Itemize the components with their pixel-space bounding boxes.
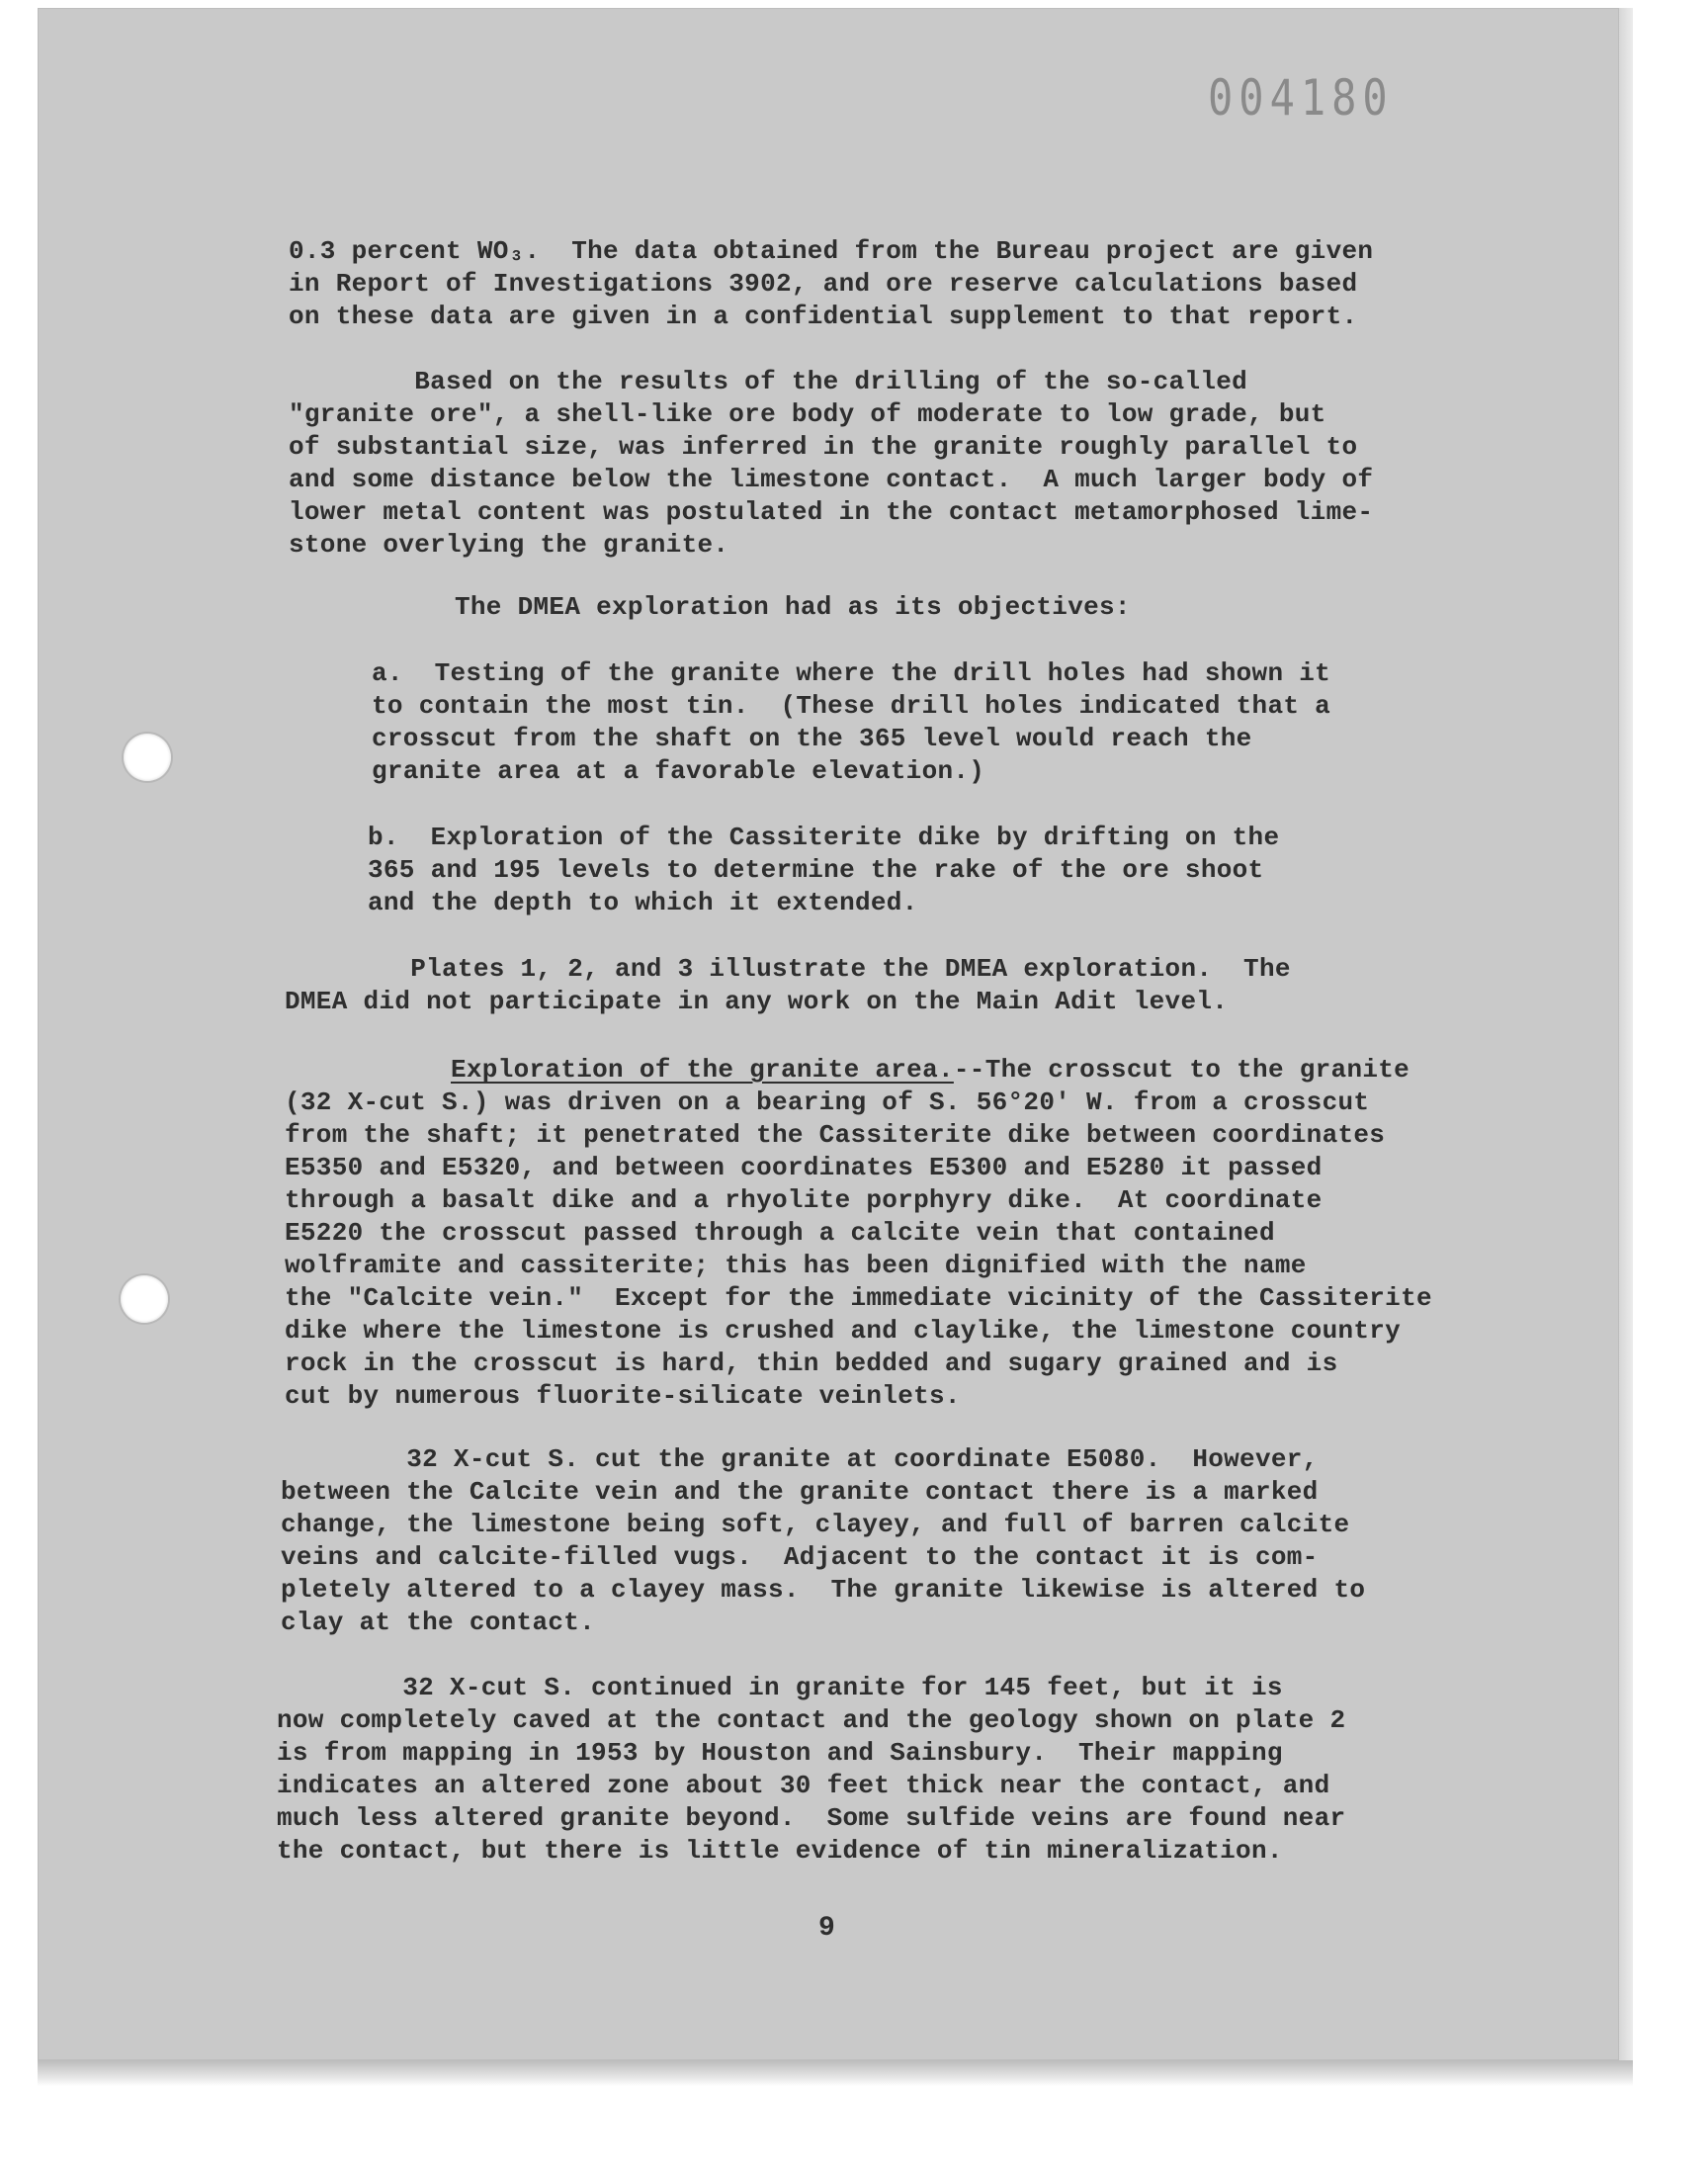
section-heading-line bbox=[451, 1054, 1409, 1087]
paragraph-plates: Plates 1, 2, and 3 illustrate the DMEA exploration. The DMEA did not participate in any work on the Main Adit level. bbox=[285, 954, 1291, 1016]
binder-hole-lower bbox=[121, 1275, 168, 1323]
document-number-stamp: 004180 bbox=[1208, 69, 1394, 127]
objective-item-a: a. Testing of the granite where the drill holes had shown it to contain the most tin. (These drill holes indicated that a crosscut from the shaft on the 365 level would reach the granite area at a favorable elevation.) bbox=[372, 658, 1331, 786]
paragraph-objectives-intro: The DMEA exploration had as its objectives: bbox=[455, 592, 1131, 622]
section-heading-continuation: --The crosscut to the granite bbox=[953, 1055, 1410, 1085]
section-heading: Exploration of the granite area. bbox=[451, 1055, 954, 1085]
scan-bottom-strip bbox=[38, 2060, 1633, 2086]
paragraph-ore-data: 0.3 percent WO₃. The data obtained from the Bureau project are given in Report of Investigations 3902, and ore reserve calculations based on these data are given in a confidential supplement to that report. bbox=[289, 236, 1374, 331]
page-number: 9 bbox=[818, 1913, 835, 1944]
paragraph-granite-ore: Based on the results of the drilling of the so-called "granite ore", a shell-like ore body of moderate to low grade, but of substantial size, was inferred in the granite roughly parallel to and some distance below the limestone contact. A much larger body of lower metal content was postulated in the contact metamorphosed lime- stone overlying the granite. bbox=[289, 367, 1374, 560]
page-edge bbox=[1619, 8, 1633, 2060]
paragraph-crosscut: (32 X-cut S.) was driven on a bearing of S. 56°20' W. from a crosscut from the shaft; it penetrated the Cassiterite dike between coordinates E5350 and E5320, and between coordinates E5300 and E5280 it passed through a basalt dike and a rhyolite porphyry dike. At coordinate E5220 the crosscut passed through a calcite vein that contained wolframite and cassiterite; this has been dignified with the name the "Calcite vein." Except for the immediate vicinity of the Cassiterite dike where the limestone is crushed and claylike, the limestone country rock in the crosscut is hard, thin bedded and sugary grained and is cut by numerous fluorite-silicate veinlets. bbox=[285, 1088, 1432, 1411]
objective-item-b: b. Exploration of the Cassiterite dike by drifting on the 365 and 195 levels to determine the rake of the ore shoot and the depth to which it extended. bbox=[368, 823, 1280, 917]
binder-hole-upper bbox=[124, 734, 171, 781]
paragraph-granite-contact: 32 X-cut S. cut the granite at coordinate E5080. However, between the Calcite vein and the granite contact there is a marked change, the limestone being soft, clayey, and full of barren calcite veins and calcite-filled vugs. Adjacent to the contact it is com- pletely altered to a clayey mass. The granite likewise is altered to clay at the contact. bbox=[281, 1444, 1366, 1637]
paragraph-granite-continued: 32 X-cut S. continued in granite for 145 feet, but it is now completely caved at the contact and the geology shown on plate 2 is from mapping in 1953 by Houston and Sainsbury. Their mapping indicates an altered zone about 30 feet thick near the contact, and much less altered granite beyond. Some sulfide veins are found near the contact, but there is little evidence of tin mineralization. bbox=[277, 1673, 1346, 1866]
